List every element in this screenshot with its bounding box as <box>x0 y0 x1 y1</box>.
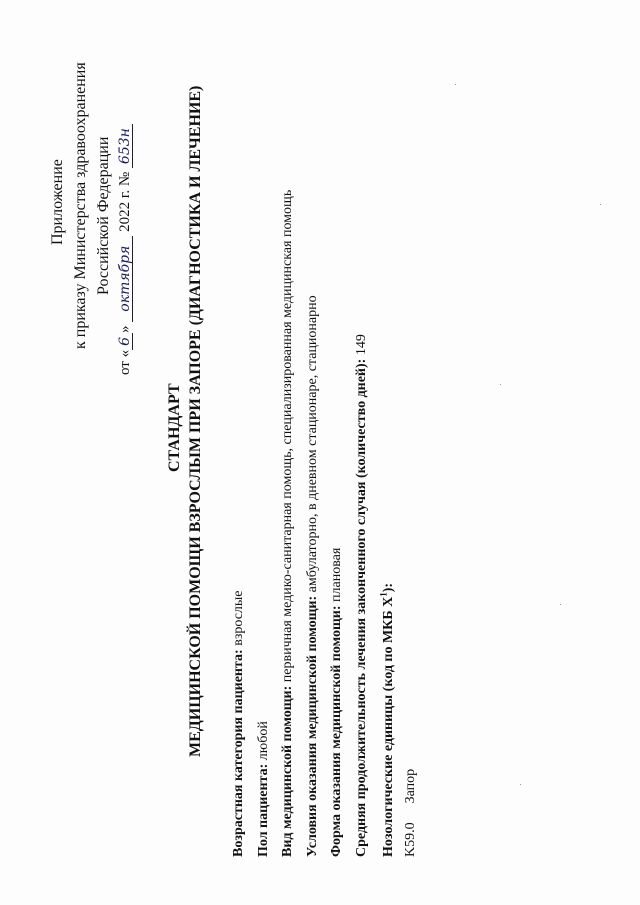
scan-speck <box>600 204 601 205</box>
handwritten-month: октября <box>118 236 133 322</box>
scan-speck <box>455 84 456 85</box>
handwritten-number: 653н <box>118 124 133 168</box>
scan-speck <box>560 604 561 605</box>
item-care-type: Вид медицинской помощи: первичная медико-санитарная помощь, специализированная медицинская помощь <box>280 189 295 857</box>
item-sex: Пол пациента: любой <box>256 721 271 857</box>
date-mid: » <box>117 325 133 333</box>
nosology-code: K59.0 <box>403 822 418 857</box>
handwritten-day: 6 <box>118 333 133 350</box>
item-nosology: Нозологические единицы (код по МКБ $X^1$): <box>378 582 396 857</box>
item-age-category: Возрастная категория пациента: взрослые <box>231 590 246 857</box>
item-care-conditions: Условия оказания медицинской помощи: амбулаторно, в дневном стационаре, стационарно <box>305 295 320 857</box>
date-year: 2022 г. № <box>117 171 133 232</box>
heading-standard: СТАНДАРТ <box>166 383 183 472</box>
scan-speck <box>500 384 501 385</box>
nosology-name: Запор <box>403 768 418 804</box>
date-prefix: от « <box>117 349 133 375</box>
appendix-line1: к приказу Министерства здравоохранения <box>72 62 89 349</box>
heading-title: МЕДИЦИНСКОЙ ПОМОЩИ ВЗРОСЛЫМ ПРИ ЗАПОРЕ (ДИАГНОСТИКА И ЛЕЧЕНИЕ) <box>187 85 204 757</box>
appendix-title: Приложение <box>49 159 66 245</box>
item-avg-duration: Средняя продолжительность лечения законченного случая (количество дней): 149 <box>354 334 369 857</box>
item-care-form: Форма оказания медицинской помощи: плановая <box>329 547 344 857</box>
appendix-line2: Российской Федерации <box>95 136 112 295</box>
nosology-row <box>404 769 418 857</box>
appendix-date-line <box>118 124 133 375</box>
scan-speck <box>520 784 521 785</box>
